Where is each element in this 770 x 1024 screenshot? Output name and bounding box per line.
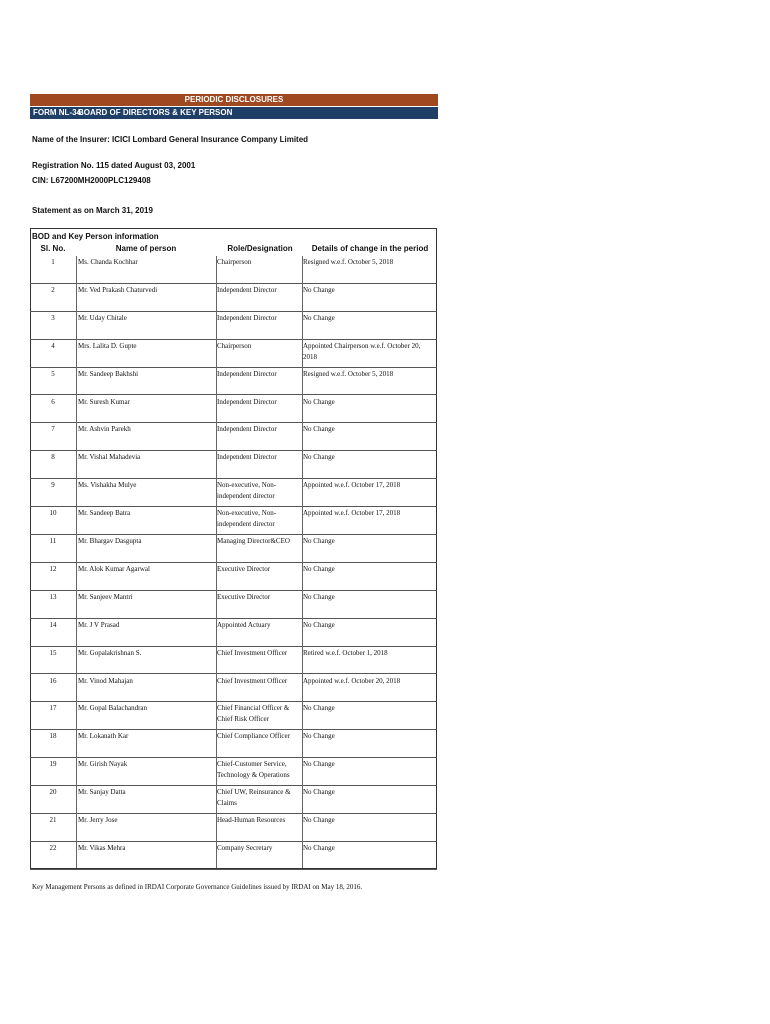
row-sl-no: 18 [49,732,57,741]
header-sl-no: Sl. No. [40,244,66,253]
row-change-details: No Change [303,537,335,545]
column-divider [76,256,77,868]
row-change-details: No Change [303,313,335,322]
table-row [30,786,437,814]
row-sl-no: 11 [49,537,57,545]
row-sl-no: 9 [51,481,55,490]
row-person-name: Mr. Sandeep Bakhshi [78,369,139,378]
row-change-details: No Change [303,453,335,462]
row-role: Executive Director [217,592,271,601]
row-role: Independent Director [217,453,277,462]
table-row [30,451,437,479]
column-divider [216,256,217,868]
row-change-details: No Change [303,704,335,713]
row-role: Non-executive, Non-independent director [217,481,277,501]
table-row [30,535,437,563]
row-change-details: No Change [303,564,335,573]
row-role: Independent Director [217,313,277,322]
row-sl-no: 5 [51,369,55,378]
cin-number: CIN: L67200MH2000PLC129408 [32,176,151,185]
row-change-details: Appointed w.e.f. October 17, 2018 [303,509,401,518]
table-row [30,368,437,396]
row-role: Chief-Customer Service, Technology & Operations [217,760,290,780]
row-sl-no: 3 [51,313,55,322]
row-change-details: Appointed Chairperson w.e.f. October 20, 2018 [303,341,421,361]
row-role: Managing Director&CEO [217,537,290,545]
row-role: Independent Director [217,425,277,434]
row-sl-no: 15 [49,648,57,657]
row-change-details: No Change [303,788,335,797]
row-person-name: Mr. Sanjay Datta [78,788,126,797]
row-role: Appointed Actuary [217,620,271,629]
table-row [30,340,437,368]
form-number: FORM NL-34 [33,108,81,117]
row-change-details: Resigned w.e.f. October 5, 2018 [303,369,394,378]
table-row [30,619,437,647]
row-person-name: Mr. Vikas Mehra [78,843,126,852]
table-row [30,591,437,619]
row-person-name: Mr. Alok Kumar Agarwal [78,564,150,573]
row-sl-no: 20 [49,788,57,797]
table-row [30,647,437,675]
table-row [30,507,437,535]
column-divider [302,256,303,868]
row-change-details: Retired w.e.f. October 1, 2018 [303,648,388,657]
row-role: Head-Human Resources [217,816,286,824]
table-row [30,842,437,870]
header-change: Details of change in the period [311,244,429,253]
periodic-disclosures-banner: PERIODIC DISCLOSURES [30,94,438,106]
row-sl-no: 22 [49,843,57,852]
footnote: Key Management Persons as defined in IRDAI Corporate Governance Guidelines issued by IRDAI on May 18, 2016. [32,883,363,891]
row-sl-no: 19 [49,760,57,769]
row-change-details: No Change [303,620,335,629]
row-change-details: No Change [303,397,335,406]
row-person-name: Mr. Sanjeev Mantri [78,592,133,601]
row-person-name: Mr. Gopalakrishnan S. [78,648,142,657]
header-role: Role/Designation [227,244,293,253]
row-person-name: Mrs. Lalita D. Gupte [78,341,137,350]
table-row [30,423,437,451]
form-heading: BOARD OF DIRECTORS & KEY PERSON [78,108,233,117]
row-role: Company Secretary [217,843,273,852]
row-role: Chief UW, Reinsurance & Claims [217,788,291,808]
table-row [30,563,437,591]
row-change-details: Resigned w.e.f. October 5, 2018 [303,258,394,266]
row-change-details: No Change [303,843,335,852]
row-change-details: No Change [303,732,335,741]
row-person-name: Mr. Vinod Mahajan [78,676,133,685]
row-person-name: Mr. Uday Chitale [78,313,127,322]
row-role: Independent Director [217,285,277,294]
row-change-details: No Change [303,592,335,601]
row-role: Non-executive, Non-independent director [217,509,277,529]
table-row [30,730,437,758]
registration-number: Registration No. 115 dated August 03, 2001 [32,161,196,170]
form-title-banner [30,107,438,119]
row-sl-no: 13 [49,592,57,601]
row-role: Chief Financial Officer & Chief Risk Officer [217,704,290,724]
row-role: Chief Investment Officer [217,676,288,685]
row-person-name: Mr. Ved Prakash Chaturvedi [78,285,158,294]
row-sl-no: 16 [49,676,57,685]
row-sl-no: 1 [51,258,55,266]
table-row [30,256,437,284]
row-person-name: Mr. Lokanath Kar [78,732,129,741]
row-sl-no: 7 [51,425,55,434]
row-person-name: Ms. Chanda Kochhar [78,258,138,266]
row-sl-no: 10 [49,509,57,518]
row-sl-no: 17 [49,704,57,713]
table-row [30,758,437,786]
row-role: Chief Compliance Officer [217,732,290,741]
row-change-details: No Change [303,760,335,769]
row-person-name: Mr. Vishal Mahadevia [78,453,141,462]
table-row [30,284,437,312]
row-person-name: Mr. Bhargav Dasgupta [78,537,142,545]
row-person-name: Mr. Sandeep Batra [78,509,131,518]
row-sl-no: 14 [49,620,57,629]
row-sl-no: 2 [51,285,55,294]
row-person-name: Mr. Jerry Jose [78,816,118,824]
row-person-name: Mr. Gopal Balachandran [78,704,148,713]
row-role: Chief Investment Officer [217,648,288,657]
row-role: Chairperson [217,258,252,266]
row-person-name: Mr. Ashvin Parekh [78,425,131,434]
table-row [30,702,437,730]
row-change-details: No Change [303,285,335,294]
table-row [30,479,437,507]
row-sl-no: 21 [49,816,57,824]
row-sl-no: 12 [49,564,57,573]
insurer-name: Name of the Insurer: ICICI Lombard General Insurance Company Limited [32,135,309,144]
table-row [30,814,437,842]
row-role: Executive Director [217,564,271,573]
row-person-name: Ms. Vishakha Mulye [78,481,137,490]
row-sl-no: 6 [51,397,55,406]
row-person-name: Mr. Suresh Kumar [78,397,130,406]
row-role: Chairperson [217,341,252,350]
row-person-name: Mr. J V Prasad [78,620,120,629]
row-sl-no: 4 [51,341,55,350]
row-change-details: Appointed w.e.f. October 17, 2018 [303,481,401,490]
statement-date: Statement as on March 31, 2019 [32,206,153,215]
row-sl-no: 8 [51,453,55,462]
table-row [30,312,437,340]
row-role: Independent Director [217,397,277,406]
table-row [30,396,437,424]
header-name: Name of person [115,244,177,253]
row-person-name: Mr. Girish Nayak [78,760,128,769]
row-change-details: Appointed w.e.f. October 20, 2018 [303,676,401,685]
row-change-details: No Change [303,816,335,824]
table-row [30,675,437,703]
row-change-details: No Change [303,425,335,434]
table-title: BOD and Key Person information [32,232,159,241]
row-role: Independent Director [217,369,277,378]
